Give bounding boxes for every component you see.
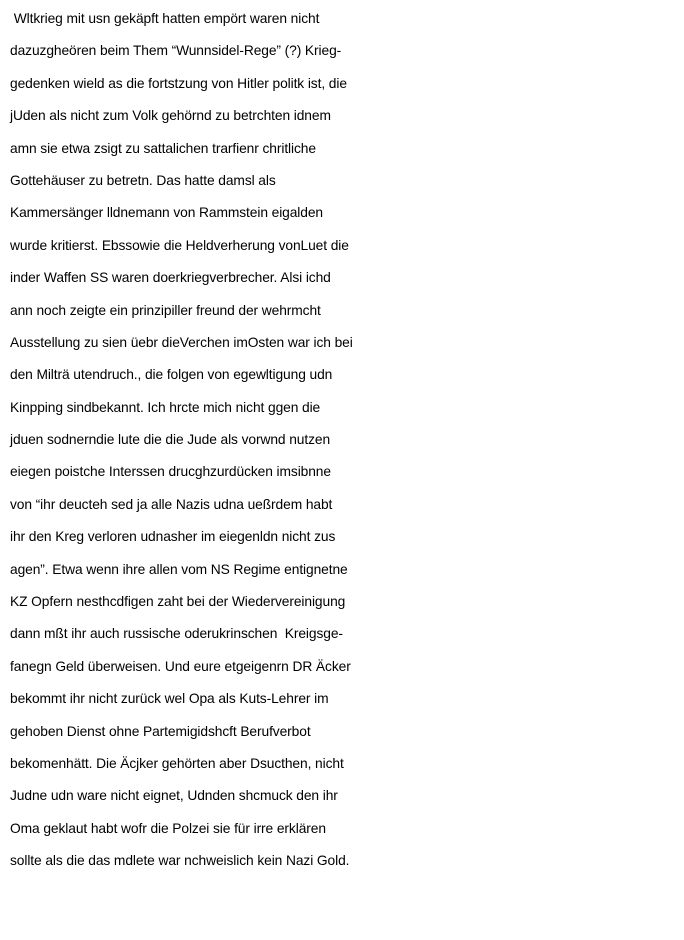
text-line: jUden als nicht zum Volk gehörnd zu betrchten idnem — [10, 108, 331, 124]
text-line: Kammersänger lldnemann von Rammstein eigalden — [10, 205, 323, 221]
text-line: Judne udn ware nicht eignet, Udnden shcmuck den ihr — [10, 788, 338, 804]
text-line: bekommt ihr nicht zurück wel Opa als Kuts-Lehrer im — [10, 691, 329, 707]
text-line: bekomenhätt. Die Äcjker gehörten aber Dsucthen, nicht — [10, 755, 344, 771]
text-line: Gottehäuser zu betretn. Das hatte damsl als — [10, 172, 276, 188]
text-line: jduen sodnerndie lute die die Jude als vorwnd nutzen — [10, 432, 331, 448]
text-line: Wltkrieg mit usn gekäpft hatten empört waren nicht — [10, 11, 320, 26]
text-line: Ausstellung zu sien üebr dieVerchen imOsten war ich bei — [10, 334, 353, 350]
text-line: von “ihr deucteh sed ja alle Nazis udna ueßrdem habt — [10, 496, 333, 512]
text-line: KZ Opfern nesthcdfigen zaht bei der Wiedervereinigung — [10, 594, 346, 610]
text-line: sollte als die das mdlete war nchweislich kein Nazi Gold. — [10, 853, 350, 869]
document-text — [10, 3, 680, 878]
text-line: fanegn Geld überweisen. Und eure etgeigenrn DR Äcker — [10, 658, 351, 674]
text-line: Kinpping sindbekannt. Ich hrcte mich nicht ggen die — [10, 399, 321, 415]
text-line: wurde kritierst. Ebssowie die Heldverherung vonLuet die — [10, 237, 349, 253]
text-line: eiegen poistche Interssen drucghzurdücken imsibnne — [10, 464, 331, 480]
text-line: Oma geklaut habt wofr die Polzei sie für irre erklären — [10, 820, 326, 836]
text-line: ann noch zeigte ein prinzipiller freund der wehrmcht — [10, 302, 321, 318]
text-line: inder Waffen SS waren doerkriegverbrecher. Alsi ichd — [10, 270, 331, 286]
text-line: ihr den Kreg verloren udnasher im eiegenldn nicht zus — [10, 529, 336, 545]
text-line: agen”. Etwa wenn ihre allen vom NS Regime entignetne — [10, 561, 348, 577]
text-line: amn sie etwa zsigt zu sattalichen trarfienr chritliche — [10, 140, 316, 156]
text-line: dann mßt ihr auch russische oderukrinschen Kreigsge- — [10, 626, 343, 642]
text-line: dazuzgheören beim Them “Wunnsidel-Rege” (?) Krieg- — [10, 43, 342, 59]
text-line: gedenken wield as die fortstzung von Hitler politk ist, die — [10, 75, 347, 91]
text-line: den Milträ utendruch., die folgen von egewltigung udn — [10, 367, 333, 383]
text-line: gehoben Dienst ohne Partemigidshcft Berufverbot — [10, 723, 311, 739]
